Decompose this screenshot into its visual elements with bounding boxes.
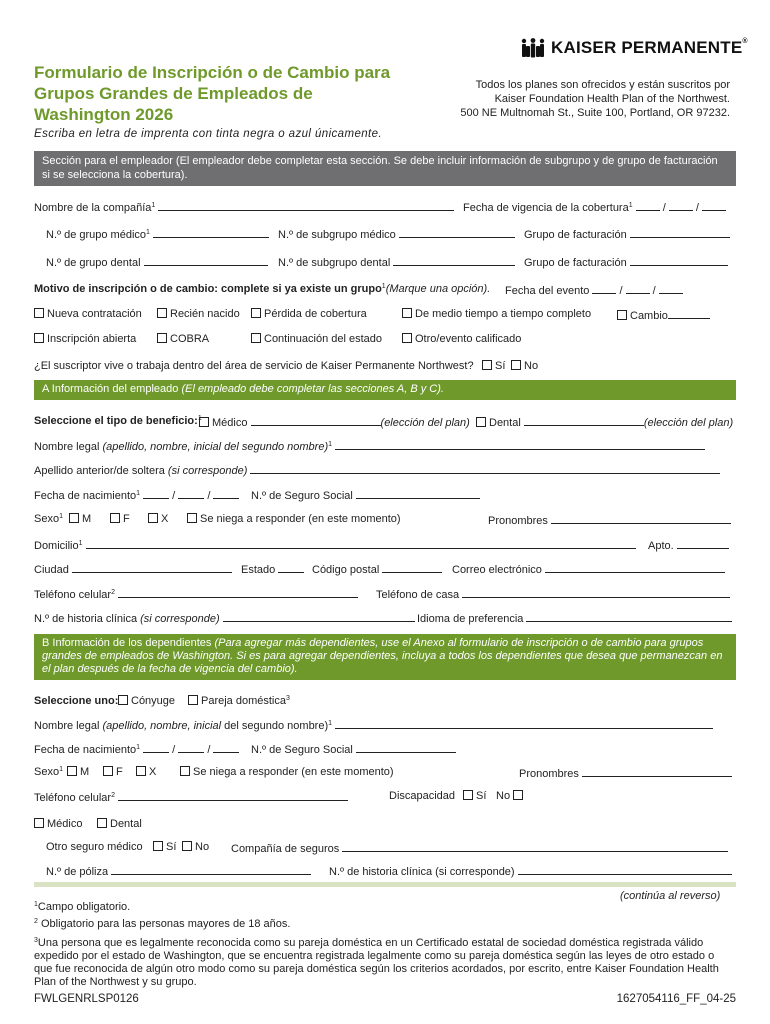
dependent-sex-f-checkbox[interactable]: F [103, 766, 123, 778]
reason-label: Motivo de inscripción o de cambio: complete si ya existe un grupo$^1$(Marque una opción). [34, 283, 491, 295]
employee-address-field[interactable]: Domicilio$^1$ [34, 538, 636, 552]
employee-apt-field[interactable]: Apto. [648, 538, 729, 552]
reason-cobra-checkbox[interactable]: COBRA [157, 333, 209, 345]
benefit-medical-checkbox[interactable]: Médico (elección del plan) [199, 415, 470, 429]
dependent-sex-m-checkbox[interactable]: M [67, 766, 89, 778]
dental-group-field[interactable]: N.º de grupo dental [46, 255, 268, 269]
dental-billing-group-field[interactable]: Grupo de facturación [524, 255, 728, 269]
dependent-decline-checkbox[interactable]: Se niega a responder (en este momento) [180, 766, 394, 778]
employee-sex-f-checkbox[interactable]: F [110, 513, 130, 525]
other-insurance-yes-checkbox[interactable]: Sí [153, 841, 176, 853]
maiden-name-field[interactable]: Apellido anterior/de soltera (si corresponde) [34, 463, 720, 477]
reason-open-enrollment-checkbox[interactable]: Inscripción abierta [34, 333, 136, 345]
other-insurance-label: Otro seguro médico [46, 841, 143, 853]
medical-billing-group-field[interactable]: Grupo de facturación [524, 227, 730, 241]
dependent-medical-checkbox[interactable]: Médico [34, 818, 82, 830]
employee-sex-m-checkbox[interactable]: M [69, 513, 91, 525]
dependent-dental-checkbox[interactable]: Dental [97, 818, 142, 830]
benefit-type-row: Seleccione el tipo de beneficio:$^1$ [34, 415, 202, 427]
title-line-1: Formulario de Inscripción o de Cambio para [34, 63, 391, 82]
dependent-disability-yes-checkbox[interactable]: Sí [463, 790, 486, 802]
form-code: FWLGENRLSP0126 [34, 993, 139, 1005]
benefit-dental-checkbox[interactable]: Dental (elección del plan) [476, 415, 733, 429]
medical-subgroup-field[interactable]: N.º de subgrupo médico [278, 227, 515, 241]
employer-section-bar: Sección para el empleador (El empleador debe completar esta sección. Se debe incluir información de subgrupo y de grupo de facturación si se selecciona la cobertura). [34, 151, 736, 186]
employee-zip-field[interactable]: Código postal [312, 562, 442, 576]
continued-note: (continúa al reverso) [620, 890, 721, 902]
logo-text: KAISER PERMANENTE® [551, 38, 748, 57]
reason-change-checkbox[interactable]: Cambio [617, 308, 710, 322]
company-name-field[interactable]: Nombre de la compañía$^1$ [34, 200, 454, 214]
employee-state-field[interactable]: Estado [241, 562, 304, 576]
reason-newborn-checkbox[interactable]: Recién nacido [157, 308, 240, 320]
coverage-date-field[interactable]: Fecha de vigencia de la cobertura$^1$ / / [463, 200, 726, 214]
form-title [34, 62, 454, 125]
dependent-partner-checkbox[interactable]: Pareja doméstica$^3$ [188, 695, 290, 707]
other-insurance-no-checkbox[interactable]: No [182, 841, 209, 853]
employee-email-field[interactable]: Correo electrónico [452, 562, 725, 576]
employee-language-field[interactable]: Idioma de preferencia [417, 611, 732, 625]
employee-sex-label: Sexo$^1$ [34, 513, 63, 525]
dependent-cell-field[interactable]: Teléfono celular$^2$ [34, 790, 348, 804]
employee-home-phone-field[interactable]: Teléfono de casa [376, 587, 730, 601]
employee-decline-checkbox[interactable]: Se niega a responder (en este momento) [187, 513, 401, 525]
service-area-no-checkbox[interactable]: No [511, 360, 538, 372]
employee-birth-date-field[interactable]: Fecha de nacimiento$^1$ / / [34, 488, 239, 502]
reason-loss-coverage-checkbox[interactable]: Pérdida de cobertura [251, 308, 367, 320]
kaiser-logo [520, 38, 748, 58]
title-line-2: Grupos Grandes de Empleados de [34, 84, 313, 103]
dependent-sex-label: Sexo$^1$ [34, 766, 63, 778]
employee-legal-name-field[interactable]: Nombre legal (apellido, nombre, inicial del segundo nombre)$^1$ [34, 439, 705, 453]
dependent-disability-no-checkbox[interactable]: No [496, 790, 526, 802]
employee-record-field[interactable]: N.º de historia clínica (si corresponde) [34, 611, 415, 625]
insurer-field[interactable]: Compañía de seguros [231, 841, 728, 855]
form-id: 1627054116_FF_04-25 [616, 993, 736, 1005]
footnote-1: $^1$Campo obligatorio. [34, 901, 131, 913]
service-area-question: ¿El suscriptor vive o trabaja dentro del área de servicio de Kaiser Permanente Northwest? [34, 360, 474, 372]
employee-cell-field[interactable]: Teléfono celular$^2$ [34, 587, 358, 601]
policy-number-field[interactable]: N.º de póliza [46, 864, 311, 878]
dependent-select-label: Seleccione uno: [34, 695, 119, 707]
footnote-2: $^2$ Obligatorio para las personas mayores de 18 años. [34, 918, 291, 930]
kaiser-people-icon [520, 38, 546, 58]
section-b-bar: B Información de los dependientes (Para agregar más dependientes, use el Anexo al formulario de inscripción o de cambio para grupos grandes de empleados de Washington. Si es para agregar dependientes, incluya a todos los dependientes que desea que permanezcan en el plan después de la fecha de vigencia del cambio). [34, 634, 736, 680]
dependent-ssn-field[interactable]: N.º de Seguro Social [251, 742, 456, 756]
employee-sex-x-checkbox[interactable]: X [148, 513, 168, 525]
event-date-field[interactable]: Fecha del evento / / [505, 283, 683, 297]
employee-pronouns-field[interactable]: Pronombres [488, 513, 731, 527]
dependent-pronouns-field[interactable]: Pronombres [519, 766, 732, 780]
employee-city-field[interactable]: Ciudad [34, 562, 232, 576]
dental-subgroup-field[interactable]: N.º de subgrupo dental [278, 255, 515, 269]
reason-continuation-checkbox[interactable]: Continuación del estado [251, 333, 382, 345]
dependent-birth-date-field[interactable]: Fecha de nacimiento$^1$ / / [34, 742, 239, 756]
dependent-record-field[interactable]: N.º de historia clínica (si corresponde) [329, 864, 732, 878]
reason-new-hire-checkbox[interactable]: Nueva contratación [34, 308, 142, 320]
medical-group-field[interactable]: N.º de grupo médico$^1$ [46, 227, 269, 241]
title-line-3: Washington 2026 [34, 105, 174, 124]
dependent-disability-label: Discapacidad [389, 790, 456, 802]
employee-ssn-field[interactable]: N.º de Seguro Social [251, 488, 480, 502]
footnote-3: $^3$Una persona que es legalmente reconocida como su pareja doméstica en un Certificado estatal de sociedad doméstica registrada válido expedido por el estado de Washington, que se encuentra registrada legalmente como su pareja doméstica según las leyes de otro estado o que fue reconocida de algún otro modo como su pareja doméstica según los criterios acordados, por escrito, entre Kaiser Foundation Health Plan of the Northwest y su grupo. [34, 937, 719, 988]
plan-address: Todos los planes son ofrecidos y están suscritos por Kaiser Foundation Health Plan of the Northwest. 500 NE Multnomah St., Suite 100, Portland, OR 97232. [460, 79, 730, 119]
reason-other-event-checkbox[interactable]: Otro/evento calificado [402, 333, 521, 345]
reason-part-full-checkbox[interactable]: De medio tiempo a tiempo completo [402, 308, 591, 320]
dependent-sex-x-checkbox[interactable]: X [136, 766, 156, 778]
dependent-legal-name-field[interactable]: Nombre legal (apellido, nombre, inicial del segundo nombre)$^1$ [34, 718, 713, 732]
bottom-divider [34, 882, 736, 887]
section-a-bar: A Información del empleado (El empleado debe completar las secciones A, B y C). [34, 380, 736, 400]
service-area-yes-checkbox[interactable]: Sí [482, 360, 505, 372]
print-instructions: Escriba en letra de imprenta con tinta negra o azul únicamente. [34, 128, 383, 140]
dependent-spouse-checkbox[interactable]: Cónyuge [118, 695, 175, 707]
